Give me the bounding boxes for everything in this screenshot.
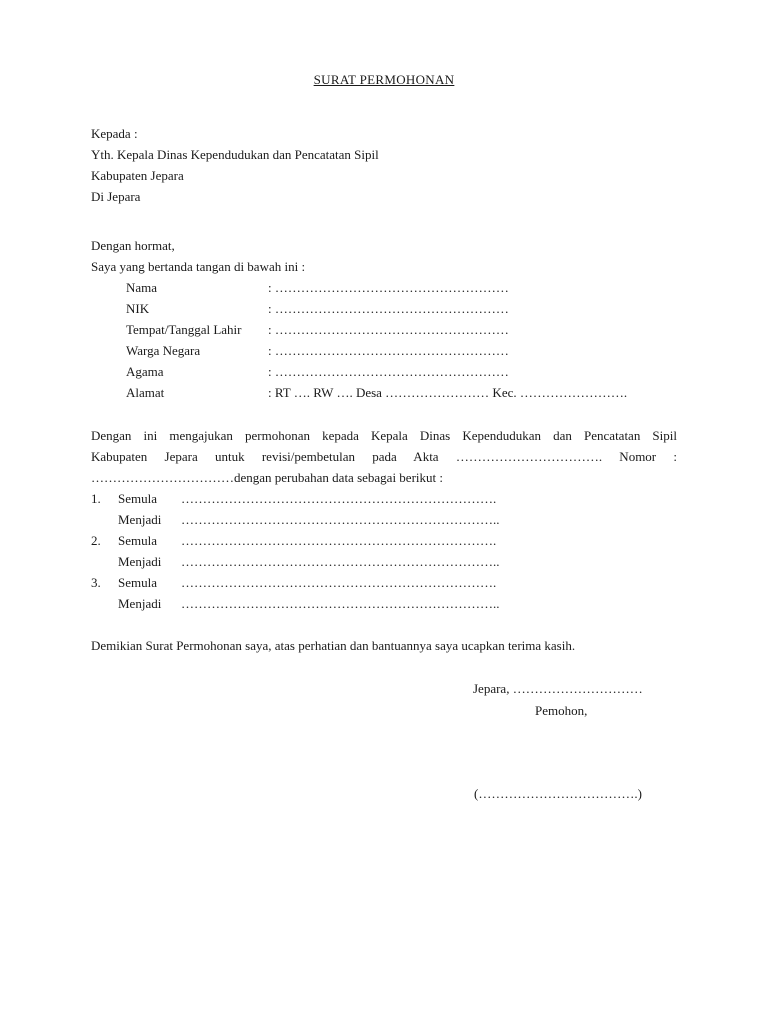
- change-number-2: 2.: [91, 533, 101, 548]
- change-to-value-1: ………………………………………………………………..: [181, 512, 500, 527]
- change-to-label-2: Menjadi: [118, 554, 162, 569]
- field-value-agama: : ………………………………………………: [268, 364, 509, 379]
- change-number-1: 1.: [91, 491, 101, 506]
- field-label-alamat: Alamat: [126, 385, 165, 400]
- change-to-label-1: Menjadi: [118, 512, 162, 527]
- change-from-value-3: ……………………………………………………………….: [181, 575, 497, 590]
- field-label-agama: Agama: [126, 364, 164, 379]
- change-from-label-2: Semula: [118, 533, 157, 548]
- intro-text: Saya yang bertanda tangan di bawah ini :: [91, 259, 306, 274]
- field-value-nik: : ………………………………………………: [268, 301, 509, 316]
- recipient-line-1: Kepada :: [91, 126, 138, 141]
- field-label-nama: Nama: [126, 280, 158, 295]
- field-label-ttl: Tempat/Tanggal Lahir: [126, 322, 242, 337]
- change-to-value-3: ………………………………………………………………..: [181, 596, 500, 611]
- greeting: Dengan hormat,: [91, 238, 175, 253]
- recipient-line-2: Yth. Kepala Dinas Kependudukan dan Pencatatan Sipil: [91, 147, 379, 162]
- change-to-value-2: ………………………………………………………………..: [181, 554, 500, 569]
- recipient-line-3: Kabupaten Jepara: [91, 168, 184, 183]
- field-label-warga-negara: Warga Negara: [126, 343, 201, 358]
- field-value-nama: : ………………………………………………: [268, 280, 509, 295]
- change-from-value-2: ……………………………………………………………….: [181, 533, 497, 548]
- closing-text: Demikian Surat Permohonan saya, atas perhatian dan bantuannya saya ucapkan terima kasih.: [91, 638, 576, 653]
- recipient-line-4: Di Jepara: [91, 189, 141, 204]
- change-from-value-1: ……………………………………………………………….: [181, 491, 497, 506]
- signature-role: Pemohon,: [535, 703, 588, 718]
- signature-place-date: Jepara, …………………………: [473, 681, 643, 696]
- signature-name-blank: (……………………………….): [474, 786, 642, 801]
- request-line-1: Dengan ini mengajukan permohonan kepada Kepala Dinas Kependudukan dan Pencatatan Sipil: [91, 428, 677, 443]
- field-value-ttl: : ………………………………………………: [268, 322, 509, 337]
- letter-title: SURAT PERMOHONAN: [313, 72, 455, 87]
- request-line-2: Kabupaten Jepara untuk revisi/pembetulan pada Akta ……………………………. Nomor :: [91, 449, 677, 464]
- field-label-nik: NIK: [126, 301, 150, 316]
- field-value-alamat: : RT …. RW …. Desa …………………… Kec. …………………….: [268, 385, 628, 400]
- change-from-label-1: Semula: [118, 491, 157, 506]
- change-to-label-3: Menjadi: [118, 596, 162, 611]
- change-from-label-3: Semula: [118, 575, 157, 590]
- change-number-3: 3.: [91, 575, 101, 590]
- field-value-warga-negara: : ………………………………………………: [268, 343, 509, 358]
- request-line-3: ……………………………dengan perubahan data sebagai berikut :: [91, 470, 443, 485]
